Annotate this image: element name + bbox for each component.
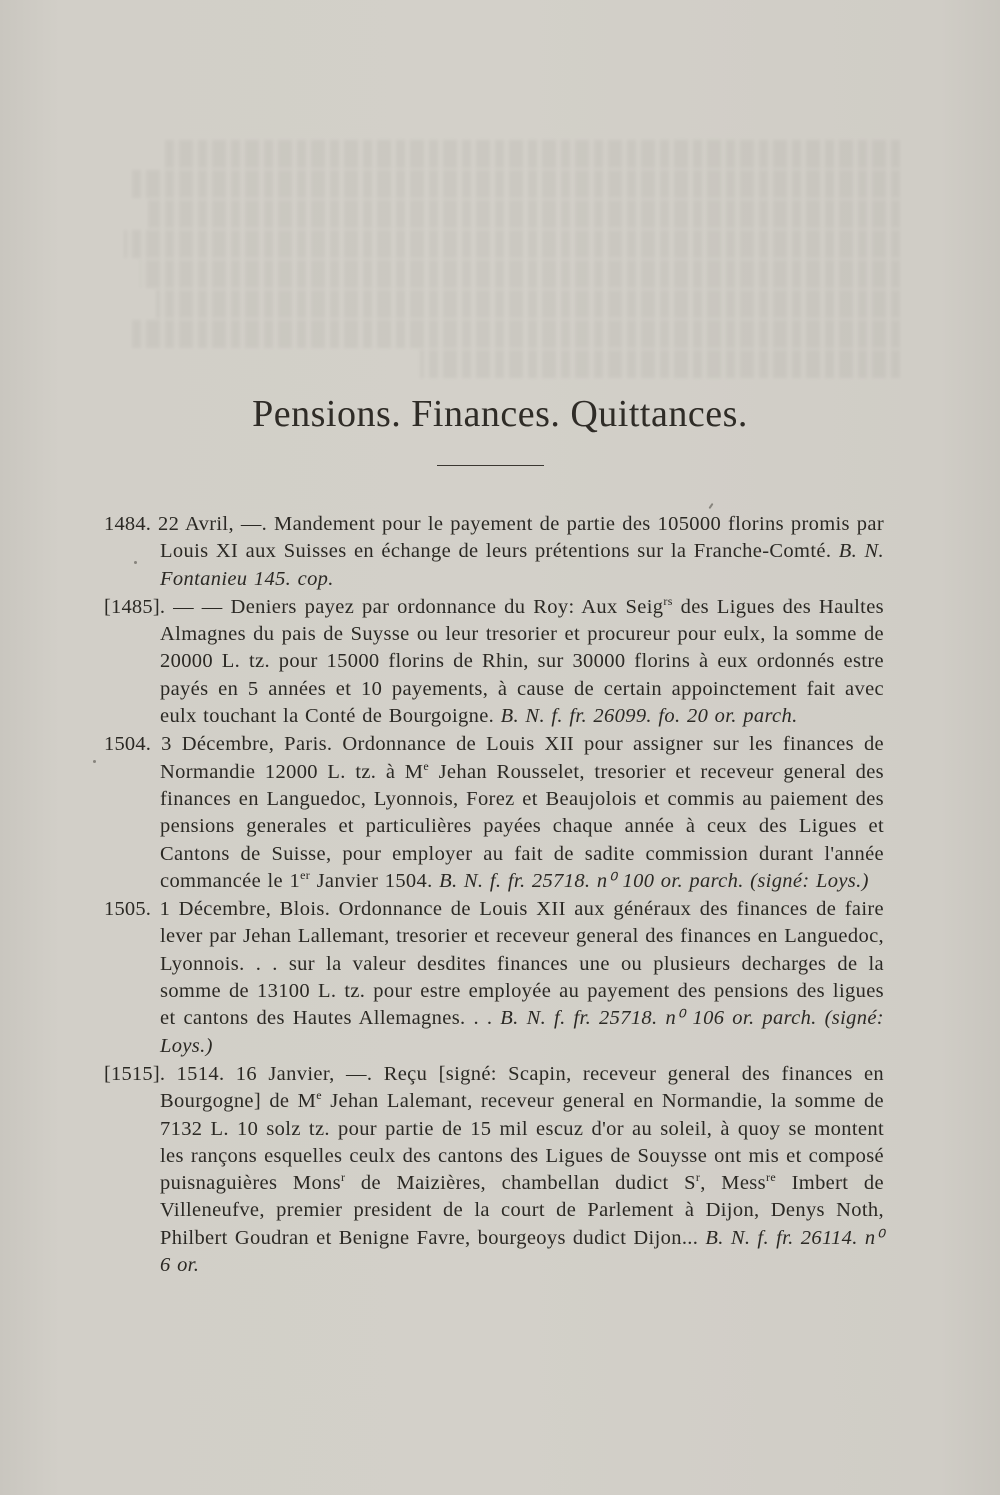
- entry-text: , Mess: [700, 1172, 766, 1195]
- entry-text: Jehan Rousselet, tresorier et receveur general des finances en Languedoc, Lyonnois, Forez et Beaujolois et commis au paiement des pensions generales et particulières payées chaque année à ceux des Ligues et Cantons de Suisse, pour employer au fait de sadite commission durant l'année commancée le 1: [160, 760, 884, 892]
- entry-year: 1505.: [104, 898, 152, 921]
- paper-speck: [93, 760, 96, 763]
- paper-speck: [134, 561, 137, 564]
- superscript: e: [316, 1088, 322, 1103]
- entry-text: Jehan Lalemant, receveur general en Normandie, la somme de 7132 L. 10 solz tz. pour partie de 15 mil escuz d'or au soleil, à quoy se montent les rançons esquelles ceulx des cantons des Ligues de Souysse ont mis et composé puisnaguières Mons: [160, 1090, 884, 1195]
- entry-1485: [104, 594, 884, 730]
- entry-source: B. N. Fontanieu 145. cop.: [160, 540, 884, 590]
- entry-text: 3 Décembre, Paris. Ordonnance de Louis XII pour assigner sur les finances de Normandie 12000 L. tz. à M: [151, 733, 884, 783]
- entry-text: 1514. 16 Janvier, —. Reçu [signé: Scapin, receveur general des finances en Bourgogne] de M: [160, 1062, 884, 1113]
- entry-text: des Ligues des Haultes Almagnes du pais de Suysse ou leur tresorier et procureur pour eulx, la somme de 20000 L. tz. pour 15000 florins de Rhin, sur 30000 florins à eux ordonnés estre payés en 5 années et 10 payements, à cause de certain appoinctement fait avec eulx touchant la Conté de Bourgoigne.: [160, 595, 884, 728]
- entry-source: B. N. f. fr. 25718. n⁰ 106 or. parch. (signé: Loys.): [160, 1007, 884, 1057]
- entry-list: [104, 511, 884, 1280]
- entry-text: 22 Avril, —. Mandement pour le payement de partie des 105000 florins promis par Louis XI aux Suisses en échange de leurs prétentions sur la Franche-Comté.: [151, 513, 884, 563]
- entry-source: B. N. f. fr. 25718. n⁰ 100 or. parch. (signé: Loys.): [439, 869, 869, 892]
- entry-year: 1484.: [104, 513, 152, 535]
- entry-year: [1485].: [104, 595, 166, 618]
- superscript: er: [300, 867, 311, 882]
- entry-1505: [104, 896, 884, 1060]
- paper-speck: [708, 503, 713, 509]
- entry-year: [1515].: [104, 1062, 166, 1085]
- entry-1504: [104, 731, 884, 895]
- superscript: rs: [663, 593, 673, 608]
- entry-text: de Maizières, chambellan dudict S: [345, 1172, 696, 1195]
- entry-text: Imbert de Villeneufve, premier president de la court de Parlement à Dijon, Denys Noth, Philbert Goudran et Benigne Favre, bourgeoys dudict Dijon...: [160, 1172, 884, 1249]
- superscript: re: [765, 1170, 776, 1185]
- superscript: e: [423, 758, 430, 773]
- superscript: r: [695, 1170, 701, 1185]
- entry-1515: [104, 1061, 884, 1279]
- title-rule: [437, 465, 544, 466]
- superscript: r: [340, 1170, 346, 1185]
- entry-text: 1 Décembre, Blois. Ordonnance de Louis XII aux généraux des finances de faire lever par Jehan Lallemant, tresorier et receveur general des finances en Languedoc, Lyonnois. . . sur la valeur desdites finances une ou plusieurs decharges de la somme de 13100 L. tz. pour estre employée au payement des pensions des ligues et cantons des Hautes Allemagnes. . .: [151, 898, 884, 1030]
- entry-text: Janvier 1504.: [310, 869, 440, 892]
- entry-source: B. N. f. fr. 26099. fo. 20 or. parch.: [500, 705, 798, 728]
- entry-year: 1504.: [104, 733, 152, 756]
- entry-1484: [104, 511, 884, 593]
- page-title: Pensions. Finances. Quittances.: [252, 393, 748, 435]
- entry-text: — — Deniers payez par ordonnance du Roy: Aux Seig: [165, 595, 664, 618]
- entry-source: B. N. f. fr. 26114. n⁰ 6 or.: [160, 1226, 884, 1277]
